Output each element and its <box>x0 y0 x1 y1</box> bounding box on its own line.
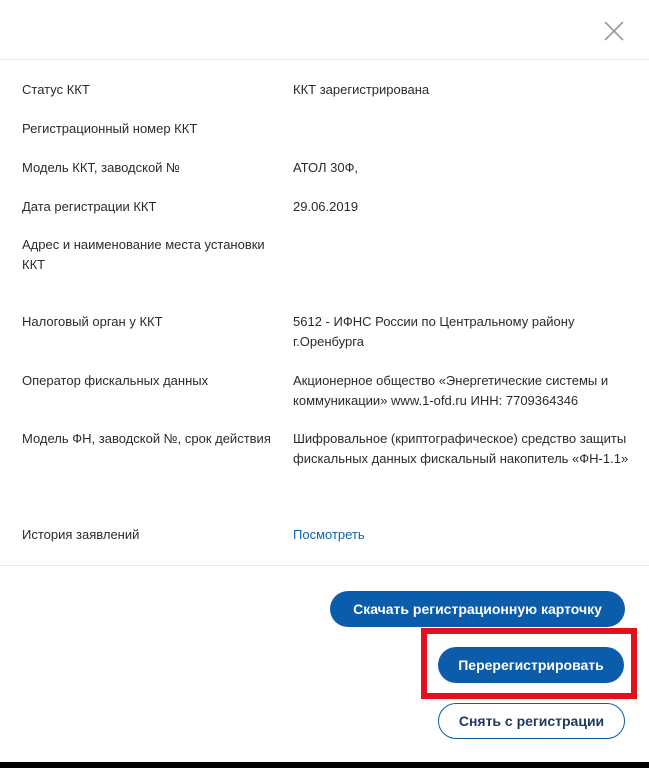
row-value: 5612 - ИФНС России по Центральному району г.Оренбурга <box>293 314 575 349</box>
row-label: Адрес и наименование места установки ККТ <box>22 237 265 272</box>
reregister-button[interactable]: Перерегистрировать <box>438 647 624 683</box>
download-card-button[interactable]: Скачать регистрационную карточку <box>330 591 625 627</box>
row-label: История заявлений <box>22 527 140 542</box>
row-label: Модель ККТ, заводской № <box>22 160 181 175</box>
row-label: Налоговый орган у ККТ <box>22 314 163 329</box>
bottom-edge <box>0 762 649 768</box>
footer-divider <box>0 565 649 566</box>
row-label: Статус ККТ <box>22 82 90 97</box>
row-value: Шифровальное (криптографическое) средство защиты фискальных данных фискальный накопитель «ФН-1.1» <box>293 431 629 466</box>
row-label: Регистрационный номер ККТ <box>22 121 198 136</box>
row-value: АТОЛ 30Ф, <box>293 160 359 175</box>
modal-header <box>0 0 649 60</box>
deregister-button[interactable]: Снять с регистрации <box>438 703 625 739</box>
row-label: Дата регистрации ККТ <box>22 199 157 214</box>
close-icon[interactable] <box>603 20 625 42</box>
row-label: Оператор фискальных данных <box>22 373 209 388</box>
row-value: Акционерное общество «Энергетические системы и коммуникации» www.1-ofd.ru ИНН: 7709364346 <box>293 373 609 408</box>
row-value: 29.06.2019 <box>293 199 359 214</box>
row-label: Модель ФН, заводской №, срок действия <box>22 431 271 446</box>
row-value: ККТ зарегистрирована <box>293 82 430 97</box>
view-history-link[interactable]: Посмотреть <box>293 527 365 542</box>
